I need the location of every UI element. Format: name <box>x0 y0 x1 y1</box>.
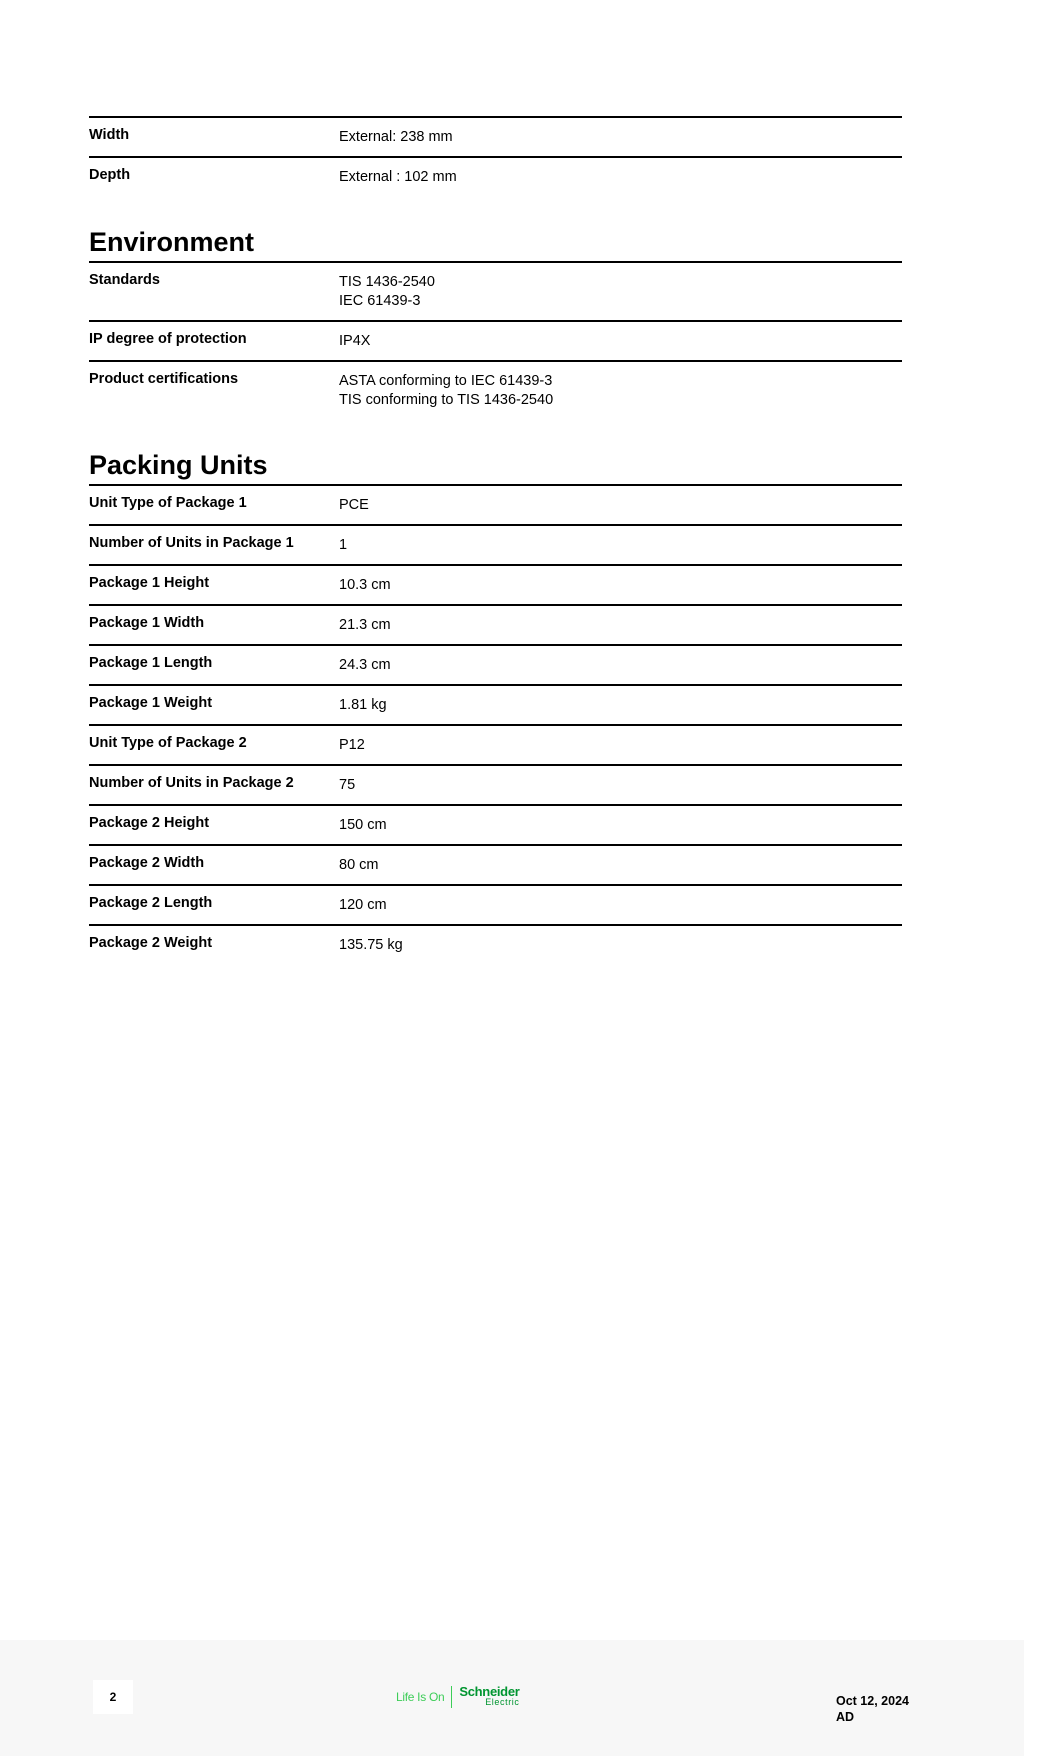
spec-value-line: ASTA conforming to IEC 61439-3 <box>339 373 553 389</box>
spec-value-line: 150 cm <box>339 817 387 833</box>
spec-value <box>339 166 902 187</box>
spec-value-line: TIS 1436-2540 <box>339 274 435 290</box>
spec-label: Width <box>89 127 130 143</box>
spec-row-package1-height <box>89 564 902 604</box>
spec-value <box>339 694 902 715</box>
spec-row-package1-width <box>89 604 902 644</box>
logo-brand <box>459 1686 519 1708</box>
logo-brand-bottom: Electric <box>485 1697 520 1707</box>
spec-value <box>339 734 902 755</box>
spec-value <box>339 774 902 795</box>
spec-row-width <box>89 116 902 156</box>
page-number: 2 <box>93 1680 133 1714</box>
spec-row-package1-weight <box>89 684 902 724</box>
footer-date-block <box>836 1693 909 1725</box>
spec-row-package1-unit-type <box>89 484 902 524</box>
spec-value-line: PCE <box>339 497 369 513</box>
dimensions-table <box>89 116 902 196</box>
spec-value-line: P12 <box>339 737 365 753</box>
spec-label: Product certifications <box>89 371 239 387</box>
spec-label: Package 1 Width <box>89 615 205 631</box>
environment-table <box>89 261 902 419</box>
spec-value-line: 135.75 kg <box>339 937 403 953</box>
spec-value <box>339 126 902 147</box>
spec-value-line: 1.81 kg <box>339 697 387 713</box>
logo-brand-top: Schneider <box>459 1684 520 1699</box>
spec-label: Package 1 Height <box>89 575 210 591</box>
spec-value <box>339 654 902 675</box>
spec-row-package1-units <box>89 524 902 564</box>
logo-tagline: Life Is On <box>396 1690 445 1704</box>
spec-value-line: TIS conforming to TIS 1436-2540 <box>339 392 554 408</box>
spec-row-package2-width <box>89 844 902 884</box>
spec-row-package2-weight <box>89 924 902 964</box>
spec-value-line: 1 <box>339 537 348 553</box>
footer-date: Oct 12, 2024 <box>836 1694 909 1708</box>
spec-value <box>339 534 902 555</box>
datasheet-content <box>89 116 902 964</box>
spec-row-package2-units <box>89 764 902 804</box>
footer-date-suffix: AD <box>836 1710 855 1724</box>
spec-label: Package 1 Weight <box>89 695 213 711</box>
spec-row-package2-unit-type <box>89 724 902 764</box>
spec-value <box>339 271 902 311</box>
section-title-packing-units: Packing Units <box>89 450 268 480</box>
spec-label: Unit Type of Package 1 <box>89 495 247 511</box>
spec-value-line: 75 <box>339 777 356 793</box>
spec-label: Number of Units in Package 1 <box>89 535 294 551</box>
spec-label: Number of Units in Package 2 <box>89 775 294 791</box>
spec-value-line: 21.3 cm <box>339 617 391 633</box>
spec-label: Package 2 Width <box>89 855 205 871</box>
schneider-electric-logo <box>396 1680 520 1714</box>
packing-units-table <box>89 484 902 964</box>
spec-label: Package 2 Weight <box>89 935 213 951</box>
spec-value <box>339 370 902 410</box>
spec-value-line: External : 102 mm <box>339 169 457 185</box>
spec-value-line: 80 cm <box>339 857 379 873</box>
spec-value <box>339 894 902 915</box>
spec-value-line: External: 238 mm <box>339 129 453 145</box>
spec-value <box>339 574 902 595</box>
spec-row-depth <box>89 156 902 196</box>
spec-label: Package 2 Height <box>89 815 210 831</box>
spec-label: Package 2 Length <box>89 895 213 911</box>
logo-divider <box>451 1686 452 1708</box>
spec-row-ip-degree <box>89 320 902 360</box>
spec-value-line: 120 cm <box>339 897 387 913</box>
spec-row-package1-length <box>89 644 902 684</box>
spec-value-line: 24.3 cm <box>339 657 391 673</box>
spec-label: IP degree of protection <box>89 331 247 347</box>
spec-value <box>339 854 902 875</box>
spec-value-line: 10.3 cm <box>339 577 391 593</box>
spec-value <box>339 614 902 635</box>
spec-row-standards <box>89 261 902 320</box>
spec-value-line: IP4X <box>339 333 371 349</box>
spec-value <box>339 494 902 515</box>
spec-row-package2-height <box>89 804 902 844</box>
spec-value <box>339 814 902 835</box>
spec-label: Depth <box>89 167 131 183</box>
spec-label: Unit Type of Package 2 <box>89 735 247 751</box>
spec-value <box>339 934 902 955</box>
spec-row-package2-length <box>89 884 902 924</box>
spec-label: Package 1 Length <box>89 655 213 671</box>
spec-value-line: IEC 61439-3 <box>339 293 421 309</box>
spec-value <box>339 330 902 351</box>
spec-label: Standards <box>89 272 160 288</box>
spec-row-certifications <box>89 360 902 419</box>
page-footer <box>0 1640 1024 1756</box>
section-title-environment: Environment <box>89 227 255 257</box>
